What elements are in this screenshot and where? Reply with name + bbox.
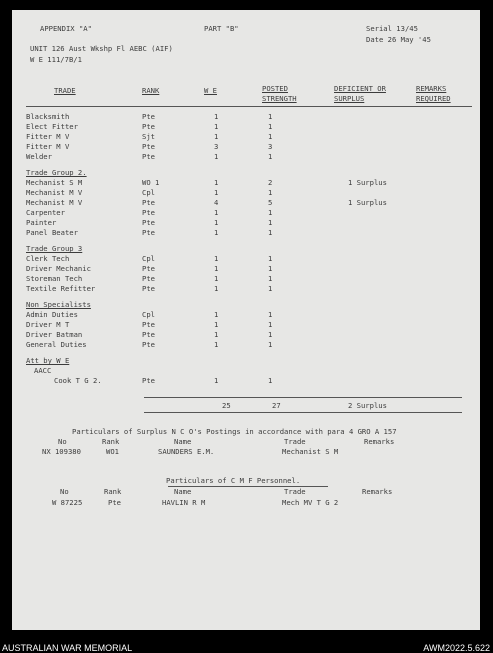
surplus-nco-title: Particulars of Surplus N C O's Postings in accordance with para 4 GRO A 157 [72,427,397,436]
trade-cell: Driver Batman [26,330,83,339]
posted-cell: 3 [268,142,273,151]
rank-cell: Pte [142,340,155,349]
posted-cell: 1 [268,218,273,227]
posted-cell: 1 [268,376,273,385]
posted-cell: 1 [268,320,273,329]
posted-cell: 1 [268,208,273,217]
surplus-header-no: No [58,437,67,446]
we-cell: 1 [214,340,219,349]
we-cell: 3 [214,142,219,151]
table-row [12,113,480,123]
table-row [12,133,480,143]
cmf-header-trade: Trade [284,487,306,496]
rank-cell: Pte [142,320,155,329]
we-reference: W E 111/7B/1 [30,55,82,64]
table-row [12,199,480,209]
header-rule [26,106,472,107]
rank-cell: Sjt [142,132,155,141]
corps-sub-heading: AACC [34,366,52,375]
cmf-rank: Pte [108,498,121,507]
rank-cell: Cpl [142,254,155,263]
rank-cell: Pte [142,330,155,339]
posted-cell: 1 [268,264,273,273]
column-header-rank: RANK [142,86,160,95]
trade-cell: Admin Duties [26,310,78,319]
rank-cell: Pte [142,228,155,237]
posted-cell: 1 [268,330,273,339]
we-cell: 1 [214,376,219,385]
total-deficient: 2 Surplus [348,401,387,410]
table-row [12,153,480,163]
unit-name: UNIT 126 Aust Wkshp Fl AEBC (AIF) [30,44,173,53]
posted-cell: 1 [268,310,273,319]
posted-cell: 1 [268,188,273,197]
posted-cell: 1 [268,274,273,283]
rank-cell: Pte [142,274,155,283]
posted-cell: 1 [268,112,273,121]
total-we: 25 [222,401,231,410]
appendix-label: APPENDIX "A" [40,24,92,33]
trade-cell: Storeman Tech [26,274,83,283]
posted-cell: 1 [268,132,273,141]
table-row [12,265,480,275]
trade-cell: Driver Mechanic [26,264,91,273]
trade-cell: Fitter M V [26,132,70,141]
surplus-trade: Mechanist S M [282,447,339,456]
surplus-header-name: Name [174,437,192,446]
table-row [12,143,480,153]
trade-cell: Cook T G 2. [54,376,102,385]
we-cell: 1 [214,112,219,121]
cmf-title: Particulars of C M F Personnel. [166,476,301,485]
rank-cell: Pte [142,152,155,161]
column-header-posted: POSTED STRENGTH [262,84,297,103]
cmf-header-remarks: Remarks [362,487,393,496]
trade-cell: Blacksmith [26,112,70,121]
report-date: Date 26 May '45 [366,35,431,44]
posted-cell: 1 [268,284,273,293]
rank-cell: Pte [142,112,155,121]
rank-cell: Pte [142,218,155,227]
table-row [12,341,480,351]
part-label: PART "B" [204,24,239,33]
trade-cell: Elect Fitter [26,122,78,131]
we-cell: 1 [214,330,219,339]
archive-reference: AWM2022.5.622 [423,643,490,653]
trade-cell: Fitter M V [26,142,70,151]
archive-caption [0,632,493,653]
we-cell: 1 [214,320,219,329]
group-heading-row [12,245,480,255]
table-row [12,179,480,189]
trade-cell: Welder [26,152,52,161]
posted-cell: 2 [268,178,273,187]
we-cell: 1 [214,178,219,187]
group-heading-row [12,357,480,367]
table-row [12,229,480,239]
surplus-name: SAUNDERS E.M. [158,447,215,456]
rank-cell: Pte [142,284,155,293]
rank-cell: Pte [142,376,155,385]
archive-name: AUSTRALIAN WAR MEMORIAL [2,643,133,653]
trade-cell: Carpenter [26,208,65,217]
we-cell: 1 [214,152,219,161]
cmf-no: W 87225 [52,498,83,507]
rank-cell: Pte [142,198,155,207]
we-cell: 1 [214,254,219,263]
table-row [12,209,480,219]
surplus-no: NX 109380 [42,447,81,456]
posted-cell: 1 [268,152,273,161]
rank-cell: Pte [142,208,155,217]
trade-cell: Mechanist S M [26,178,83,187]
totals-rule-bottom [144,412,462,413]
column-header-we: W E [204,86,217,95]
document-sheet [12,10,480,630]
surplus-rank: WO1 [106,447,119,456]
serial-number: Serial 13/45 [366,24,418,33]
surplus-header-rank: Rank [102,437,120,446]
trade-cell: Mechanist M V [26,188,83,197]
trade-cell: General Duties [26,340,87,349]
column-header-deficient: DEFICIENT OR SURPLUS [334,84,386,103]
totals-rule-top [144,397,462,398]
column-header-trade: TRADE [54,86,76,95]
surplus-header-trade: Trade [284,437,306,446]
we-cell: 1 [214,284,219,293]
trade-group-heading: Trade Group 3 [26,244,83,253]
we-cell: 1 [214,228,219,237]
we-cell: 1 [214,218,219,227]
posted-cell: 1 [268,340,273,349]
table-row [12,311,480,321]
we-cell: 1 [214,310,219,319]
deficient-cell: 1 Surplus [348,178,387,187]
table-row [12,189,480,199]
we-cell: 1 [214,188,219,197]
posted-cell: 1 [268,122,273,131]
we-cell: 4 [214,198,219,207]
deficient-cell: 1 Surplus [348,198,387,207]
rank-cell: Pte [142,264,155,273]
trade-cell: Textile Refitter [26,284,96,293]
cmf-header-no: No [60,487,69,496]
table-row [12,377,480,387]
posted-cell: 5 [268,198,273,207]
group-heading-row [12,301,480,311]
trade-group-heading: Trade Group 2. [26,168,87,177]
rank-cell: Pte [142,142,155,151]
we-cell: 1 [214,274,219,283]
group-heading-row [12,169,480,179]
trade-cell: Mechanist M V [26,198,83,207]
rank-cell: Cpl [142,188,155,197]
rank-cell: WO 1 [142,178,160,187]
surplus-header-remarks: Remarks [364,437,395,446]
cmf-trade: Mech MV T G 2 [282,498,339,507]
rank-cell: Cpl [142,310,155,319]
table-row [12,219,480,229]
cmf-header-rank: Rank [104,487,122,496]
table-row [12,321,480,331]
we-cell: 1 [214,264,219,273]
trade-cell: Panel Beater [26,228,78,237]
trade-group-heading: Non Specialists [26,300,91,309]
cmf-header-name: Name [174,487,192,496]
table-row [12,285,480,295]
trade-cell: Driver M T [26,320,70,329]
trade-group-heading: Att by W E [26,356,70,365]
we-cell: 1 [214,122,219,131]
trade-cell: Clerk Tech [26,254,70,263]
we-cell: 1 [214,208,219,217]
table-row [12,123,480,133]
trade-cell: Painter [26,218,57,227]
rank-cell: Pte [142,122,155,131]
posted-cell: 1 [268,254,273,263]
we-cell: 1 [214,132,219,141]
column-header-remarks: REMARKS REQUIRED [416,84,451,103]
posted-cell: 1 [268,228,273,237]
cmf-name: HAVLIN R M [162,498,206,507]
total-posted: 27 [272,401,281,410]
